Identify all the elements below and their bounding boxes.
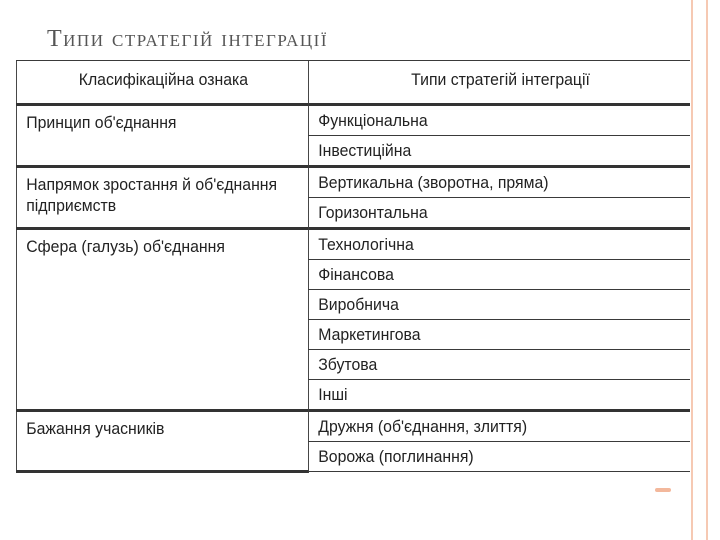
type-cell: Дружня (об'єднання, злиття) [308, 411, 690, 442]
header-strategy-types: Типи стратегій інтеграції [308, 61, 690, 105]
table-header-row [16, 61, 690, 105]
table-row [16, 105, 690, 136]
type-cell: Збутова [308, 350, 690, 380]
criterion-cell: Бажання учасників [16, 411, 308, 472]
criterion-cell: Принцип об'єднання [16, 105, 308, 167]
frame-line-right [706, 0, 708, 540]
criterion-cell: Напрямок зростання й об'єднання підприємств [16, 167, 308, 229]
table-row [16, 229, 690, 260]
header-classification: Класифікаційна ознака [16, 61, 308, 105]
type-cell: Маркетингова [308, 320, 690, 350]
criterion-cell: Сфера (галузь) об'єднання [16, 229, 308, 411]
table-row [16, 167, 690, 198]
frame-line-left [691, 0, 693, 540]
type-cell: Ворожа (поглинання) [308, 442, 690, 472]
type-cell: Вертикальна (зворотна, пряма) [308, 167, 690, 198]
integration-strategy-table [16, 60, 690, 473]
type-cell: Фінансова [308, 260, 690, 290]
type-cell: Технологічна [308, 229, 690, 260]
type-cell: Функціональна [308, 105, 690, 136]
type-cell: Горизонтальна [308, 198, 690, 229]
type-cell: Інші [308, 380, 690, 411]
strategy-table-container [16, 60, 690, 491]
table-row [16, 411, 690, 442]
type-cell: Виробнича [308, 290, 690, 320]
slide-title: Типи стратегій інтеграції [47, 26, 329, 52]
type-cell: Інвестиційна [308, 136, 690, 167]
